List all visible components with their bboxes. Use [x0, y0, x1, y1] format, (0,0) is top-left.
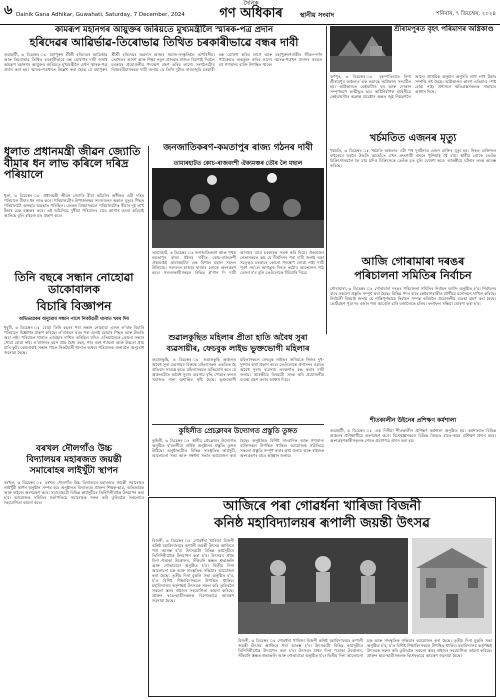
rally-photo [152, 168, 324, 248]
workshop-body: গুৱাহাটী, ৬ ডিচেম্বৰ ঃ এক দিনীয়া শীতকালীন প্ৰশিক্ষণ কৰ্মশালা অনুষ্ঠিত হয়। কৰ্মশালাত বিভিন্ন অঞ্চলৰ প্ৰশিক্ষাৰ্থীয়ে অংশগ্ৰহণ কৰে। বিশেষজ্ঞসকলে বিভিন্ন বিষয়ত হাতে-কামে প্ৰশিক্ষণ প্ৰদান কৰে। অংশগ্ৰহণকাৰীসকলক শেষত প্ৰমাণপত্ৰ প্ৰদান কৰা হয়। [330, 428, 496, 443]
nohar-subheadline: অভিভাৱকৰ অনুৰোধ সন্ধান পালে নিকটৱৰ্তী থানাত খবৰ দিব [19, 317, 129, 322]
kamrup-headline-2: হৰিদেৱৰ আৱিৰ্ভাৱ-তিৰোভাৱ তিথিত চৰকাৰীভাৱে বন্ধৰ দাবী [29, 36, 299, 49]
kamrup-headline-1: কামৰূপ মহানগৰ আয়ুক্তৰ জৰিয়তে মুখ্যমন্ত্ৰীলৈ স্মাৰক-পত্ৰ প্ৰদান [54, 25, 274, 35]
college-building-photo [412, 538, 492, 634]
masthead-date: শনিবাৰ, ৭ ডিচেম্বৰ, ২০২৪ [436, 11, 496, 17]
masthead-dateline: Dainik Gana Adhikar, Guwahati, Saturday, 7 December, 2024 [16, 12, 185, 18]
page-number: ৬ [4, 3, 13, 18]
daulguri-headline-2: বিদ্যালয়ৰ মহাৰজত জয়ন্তী [26, 455, 122, 465]
death-headline: খৰ্চমতিত এজনৰ মৃত্যু [369, 133, 457, 144]
brand-title: গণ অধিকাৰ [219, 6, 283, 21]
insurance-body: ধূলা, ৬ ডিচেম্বৰ ঃ প্ৰধানমন্ত্ৰী জীৱন জ্যোতি বীমা আঁচনিৰ অধীনত এটা দৰিদ্ৰ পৰিয়ালে বীমাৰ ধন লাভ কৰে। পৰিয়ালটোৰ উপাৰ্জনক্ষম সদস্যজনৰ অকাল মৃত্যুৰ পিছত পৰিয়ালটো অসহায় অৱস্থাত পৰিছিল। বেংকৰ বিষয়াসকলে পৰিয়ালটোক বীমাৰ দুই লাখ টকাৰ চেক হস্তান্তৰ কৰে। এই আঁচনিয়ে দুখীয়া পৰিয়ালৰ বাবে আশাৰ বতৰা কঢ়িয়াই আনিছে বুলি ৰাইজে মত প্ৰকাশ কৰে। [4, 193, 144, 218]
kamatapur-body: তামাৰহাট, ৬ ডিচেম্বৰ ঃ জনজাতিকৰণ আৰু পৃথক কমতাপুৰ ৰাজ্য গঠনৰ দাবীত কোচ-ৰাজবংশী ঐক্যমঞ্চই তামাৰহাটত এক বিশাল মছাল সমদল উলিয়ায়। সমদলত হাজাৰ হাজাৰ লোকে অংশগ্ৰহণ কৰে। সমদলকাৰীসকলে বিভিন্ন শ্ল'গান দি দাবী আদায়ৰ বাবে চৰকাৰক সতৰ্ক কৰি দিয়ে। ঐক্যমঞ্চৰ নেতাসকলে কয় যে দীৰ্ঘদিনৰ পৰা দাবী জনাই অহা সত্ত্বেও চৰকাৰে কোনো পদক্ষেপ লোৱা নাই। দাবী পূৰণ নহ'লে আগন্তুক দিনত কঠোৰ আন্দোলন গঢ়ি তোলা হ'ব বুলি তেওঁলোকে হুঁচিয়াৰি দিয়ে। [152, 250, 324, 275]
workshop-headline: শীতকালীন উইনেৰ প্ৰশিক্ষণ কৰ্মশালা [369, 417, 457, 424]
college-body: বিজনী, ৬ ডিচেম্বৰ ঃ গোৱৰ্ধনা খাৰিজা বিজনী কনিষ্ঠ মহাবিদ্যালয়ৰ ৰূপালী জয়ন্তী উৎসৱ আজিৰে পৰা আৰম্ভ হ'ব। উৎসৱটো বিভিন্ন কাৰ্যসূচীৰে তিনিদিনীয়াকৈ উদযাপন কৰা হ'ব। উৎসৱৰ প্ৰথম দিনা পতাকা উত্তোলন, সঁকিয়নি স্তম্ভত শ্ৰদ্ধাঞ্জলি আৰু শোভাযাত্ৰা অনুষ্ঠিত হ'ব। দ্বিতীয় দিনা আলোচনা চক্ৰ আৰু সাংস্কৃতিক সন্ধিয়াৰ আয়োজন কৰা হৈছে। তৃতীয় দিনা মুকলি সভা অনুষ্ঠিত হ'ব, য'ত বিশিষ্ট শিক্ষাবিদসকলে উপস্থিত থাকিব। মহাবিদ্যালয় কৰ্তৃপক্ষই উৎসৱক সফল কৰি তুলিবলৈ সকলো স্তৰৰ ৰাইজৰ সহযোগিতা কামনা কৰিছে। প্ৰাক্তন ছাত্ৰ-ছাত্ৰীসকলক বিশেষভাৱে আমন্ত্ৰণ জনোৱা হৈছে। [152, 538, 234, 603]
brand-small-text: দৈনিক [243, 0, 259, 7]
column-rule [326, 26, 327, 334]
college-body-continued: বিজনী, ৬ ডিচেম্বৰ ঃ গোৱৰ্ধনা খাৰিজা বিজনী কনিষ্ঠ মহাবিদ্যালয়ৰ ৰূপালী জয়ন্তী উৎসৱ আজিৰে পৰা আৰম্ভ হ'ব। উৎসৱটো বিভিন্ন কাৰ্যসূচীৰে তিনিদিনীয়াকৈ উদযাপন কৰা হ'ব। উৎসৱৰ প্ৰথম দিনা পতাকা উত্তোলন, সঁকিয়নি স্তম্ভত শ্ৰদ্ধাঞ্জলি আৰু শোভাযাত্ৰা অনুষ্ঠিত হ'ব। দ্বিতীয় দিনা আলোচনা চক্ৰ আৰু সাংস্কৃতিক সন্ধিয়াৰ আয়োজন কৰা হৈছে। তৃতীয় দিনা মুকলি সভা অনুষ্ঠিত হ'ব, য'ত বিশিষ্ট শিক্ষাবিদসকলে উপস্থিত থাকিব। মহাবিদ্যালয় কৰ্তৃপক্ষই উৎসৱক সফল কৰি তুলিবলৈ সকলো স্তৰৰ ৰাইজৰ সহযোগিতা কামনা কৰিছে। প্ৰাক্তন ছাত্ৰ-ছাত্ৰীসকলক বিশেষভাৱে আমন্ত্ৰণ জনোৱা হৈছে। [238, 638, 492, 658]
fire-body: কৰ্ণপুৰ, ৬ ডিচেম্বৰ ঃ বৃহস্পতিবাৰে নিশা শ্ৰীৰামপুৰ অঞ্চলত এক ভয়াৱহ অগ্নিকাণ্ড সংঘটিত হয়। অগ্নিকাণ্ডত কেইবাটাও ঘৰ আৰু দোকান সম্পূৰ্ণৰূপে ভস্মীভূত হয়। অগ্নিনিৰ্বাপক বাহিনীয়ে কেইবাঘণ্টাৰ অক্লান্ত প্ৰচেষ্টাৰ অন্তত জুই নিয়ন্ত্ৰণলৈ আনে। প্ৰাথমিক অনুমান অনুসৰি লাখ লাখ টকাৰ সম্পত্তি নষ্ট হৈছে। অগ্নিকাণ্ডৰ কাৰণ এতিয়াও স্পষ্ট হোৱা নাই। প্ৰশাসনে ক্ষতিগ্ৰস্তসকলক সাহায্যৰ আশ্বাস দিছে। [330, 74, 496, 99]
death-body: খৰ্চমতি, ৬ ডিচেম্বৰ ঃ খৰ্চমতি অঞ্চলত এটা পথ দুৰ্ঘটনাত এজন ব্যক্তিৰ মৃত্যু হয়। নিহত ব্যক্তিজন বাইকেৰে ঘৰলৈ উভতি আহোঁতে এখন দ্ৰুতগামী বাহনে খুন্দিয়াই থৈ যায়। স্থানীয় লোকে তেওঁক চিকিৎসালয়লৈ লৈ যায় যদিও চিকিৎসকে তেওঁক মৃত বুলি ঘোষণা কৰে। আৰক্ষীয়ে ঘটনাৰ তদন্ত আৰম্ভ কৰিছে। [330, 148, 496, 168]
college-headline-2: কনিষ্ঠ মহাবিদ্যালয়ৰ ৰূপালী জয়ন্তী উৎসৱ [214, 516, 430, 531]
kamrup-body: গুৱাহাটী, ৬ ডিচেম্বৰ ঃ মহাপুৰুষ শ্ৰীশ্ৰী হৰিদেৱৰ আৱিৰ্ভাৱ আৰু তিৰোভাৱ তিথিত চৰকাৰীভাৱে বন্ধ ঘোষণাৰ দাবী জনাই কামৰূপ মহানগৰ আয়ুক্তৰ জৰিয়তে মুখ্যমন্ত্ৰীলৈ এখন স্মাৰক-পত্ৰ প্ৰদান কৰা হয়। স্মাৰক-পত্ৰখনত উল্লেখ কৰা হৈছে যে মহাপুৰুষ শ্ৰীশ্ৰী হৰিদেৱৰ অৱদান অসমৰ সমাজ-সংস্কৃতিলৈ অপৰিসীম। তেখেতৰ আদৰ্শ আৰু শিক্ষা নতুন প্ৰজন্মৰ মাজত বিয়পাই দিবলৈ চৰকাৰে প্ৰয়োজনীয় পদক্ষেপ গ্ৰহণ কৰিব লাগে। সংগঠনটোৰ বিষয়ববীয়াসকলে দাবী জনায় যে তিথি দুটাত ৰাজ্যজুৰি চৰকাৰী বন্ধ ঘোষণা কৰিব লাগে আৰু মহাপুৰুষগৰাকীৰ জীৱন-দৰ্শন পাঠ্যক্ৰমত অন্তৰ্ভুক্ত কৰিব লাগে। স্মাৰক-পত্ৰখন প্ৰদানৰ সময়ত বহু গণ্যমান্য ব্যক্তি উপস্থিত থাকে। [4, 52, 322, 72]
dance-photo [238, 538, 408, 634]
insurance-headline: ধূলাত প্ৰধানমন্ত্ৰী জীৱন জ্যোতি বীমাৰ ধন লাভ কৰিলে দৰিদ্ৰ পৰিয়ালে [4, 145, 141, 182]
brand-logo [196, 0, 306, 21]
fire-headline: শ্ৰীৰামপুৰত বৃহৎ পৰিমাণৰ অগ্নিকাণ্ড [394, 25, 494, 33]
goramara-headline-1: আজি গোৰামাৰা দৰঙৰ [361, 255, 465, 268]
fire-photo [330, 26, 392, 72]
nohar-body: ধুবুৰী, ৬ ডিচেম্বৰ ঃ যোৱা তিনি বছৰৰ পৰা সন্ধান নোহোৱা এজন ল'ৰাক বিচাৰি পৰিয়ালে বিজ্ঞাপন প্ৰকাশ কৰিছে। ল'ৰাজনে ঘৰৰ পৰা ওলাই যোৱাৰ পিছত আৰু উভতি অহা নাই। পৰিয়ালে থানাত এজাহাৰ দাখিল কৰিছিল যদিও এতিয়ালৈকে কোনো সন্ধান পোৱা হোৱা নাই। ল'ৰাজনৰ বয়স প্ৰায় চৈধ্য বছৰ, গাৰ বৰণ শ্যামলা আৰু উচ্চতা প্ৰায় চাৰি ফুট। কোনোবাই সন্ধান পালে নিকটৱৰ্তী থানাত অথবা পৰিয়ালক জনাবলৈ অনুৰোধ জনোৱা হৈছে। [4, 325, 144, 355]
column-rule [148, 146, 149, 496]
daulguri-headline-3: সমাৰোহৰ লাইখুঁটা স্থাপন [29, 466, 119, 476]
section-label: স্থানীয় সংবাদ [300, 11, 335, 19]
kamatapur-subheadline: তামাৰহাটত কোচ-ৰাজবংশী ঐক্যমঞ্চৰ তৌৰ লৈ মছাল [173, 160, 303, 167]
daulguri-body: বৰখল, ৬ ডিচেম্বৰ ঃ বৰখল দৌলগাঁও উচ্চ বিদ্যালয়ৰ মহাৰজত জয়ন্তী সমাৰোহৰ লাইখুঁটা স্থাপন অনুষ্ঠান সম্পন্ন হয়। অনুষ্ঠানত বিদ্যালয়ৰ প্ৰাক্তন শিক্ষক-ছাত্ৰ, অভিভাৱক আৰু ৰাইজে অংশগ্ৰহণ কৰে। সমাৰোহটো বিভিন্ন কাৰ্যসূচীৰে তিনিদিনীয়াকৈ উদযাপন কৰা হ'ব। আয়োজক সমিতিৰ সভাপতিয়ে সমাৰোহক সফল কৰি তুলিবলৈ সকলোৰে সহযোগিতা কামনা কৰে। [4, 480, 144, 505]
section-divider [152, 424, 324, 425]
masthead [0, 0, 500, 25]
women-body: শুৱালকুছি, ৬ ডিচেম্বৰ ঃ শুৱালকুছি অঞ্চলত অবৈধ সুৰা ব্যৱসায়ৰ বিৰুদ্ধে মহিলাসকল একত্ৰিত হৈ প্ৰতিবাদ সাব্যস্ত কৰে। মহিলাসকলে অভিযোগ কৰে যে অঞ্চলটোত অবৈধ সুৰাৰ ব্যৱসায় বৃদ্ধি পোৱাৰ ফলত সমাজত নানা অশান্তিৰ সৃষ্টি হৈছে। ভুক্তভোগী মহিলাসকলে ফেচবুক লাইভৰ জৰিয়তে নিজৰ দুখ-দুৰ্দশাৰ কথা প্ৰকাশ কৰে। তেওঁলোকে প্ৰশাসনৰ ওচৰত অবৈধ সুৰাৰ ব্যৱসায় তৎক্ষণাত বন্ধ কৰাৰ দাবী জনায়। আৰক্ষীয়ে বিষয়টো তদন্ত কৰি প্ৰয়োজনীয় ব্যৱস্থা গ্ৰহণ কৰাৰ আশ্বাস দিয়ে। [152, 357, 324, 382]
nohar-headline-2: বিচাৰি বিজ্ঞাপন [36, 299, 112, 313]
women-headline-2: ব্যৱসায়ীৰ, ফেচবুক লাইভ ভুক্তভোগী মহিলাৰ [166, 344, 310, 353]
kushtali-body: কুহিলী, ৬ ডিচেম্বৰ ঃ স্থানীয় প্ৰেচক্লাবৰ উদ্যোগত অনুষ্ঠিত হ'বলগীয়া বাৰ্ষিক অনুষ্ঠানৰ প্ৰস্তুতি তুঙ্গত উঠিছে। অনুষ্ঠানটোত বিভিন্ন সাংস্কৃতিক কাৰ্যসূচী, আলোচনা সভা আৰু সম্বৰ্ধনা সভাৰ আয়োজন কৰা হৈছে। অনুষ্ঠানত বিশিষ্ট সাংবাদিক আৰু গণ্যমান্য ব্যক্তিসকল উপস্থিত থাকিব। আয়োজক সমিতিয়ে সকলো প্ৰস্তুতি সম্পূৰ্ণ কৰাৰ কথা জনায় আৰু ৰাইজক অংশগ্ৰহণৰ বাবে আহ্বান জনায়। [152, 438, 324, 458]
nohar-headline-1: তিনি বছৰে সন্ধান নোহোৱা ডাকোবালক [14, 271, 134, 296]
women-headline-1: শুৱালকুছিত মহিলাৰ প্ৰীতা হাতি অবৈধ সুৰা [168, 333, 308, 342]
college-headline-1: আজিৰে পৰা গোৱৰ্ধনা খাৰিজা বিজনী [223, 499, 421, 514]
goramara-body: গোৰামাৰা, ৬ ডিচেম্বৰ ঃ গোৰামাৰা দৰঙৰ পৰিচালনা সমিতিৰ নিৰ্বাচন আজি অনুষ্ঠিত হ'ব। নিৰ্বাচনৰ বাবে সকলো প্ৰস্তুতি সম্পূৰ্ণ কৰা হৈছে। বিভিন্ন পদৰ বাবে কেইবাগৰাকীও প্ৰাৰ্থীয়ে মনোনয়ন দাখিল কৰিছে। নিৰ্বাচনী বিষয়াই জনায় যে শান্তিপূৰ্ণভাৱে নিৰ্বাচন সম্পন্ন কৰিবলৈ প্ৰয়োজনীয় ব্যৱস্থা গ্ৰহণ কৰা হৈছে। ভোটগ্ৰহণ পুৱা দহ বজাৰ পৰা আবেলি চাৰি বজালৈকে চলিব। ফলাফল সন্ধিয়া ঘোষণা কৰা হ'ব। [330, 286, 496, 306]
kushtali-headline: কুহিলীত প্ৰেচক্লাবৰ উদ্যোগত প্ৰস্তুতি তুঙ্গত [178, 427, 298, 435]
daulguri-headline-1: বৰখল দৌলগাঁও উচ্চ [36, 444, 112, 454]
kamatapur-headline: জনজাতিকৰণ-কমতাপুৰ ৰাজ্য গঠনৰ দাবী [163, 143, 313, 153]
goramara-headline-2: পৰিচালনা সমিতিৰ নিৰ্বাচন [354, 269, 472, 282]
